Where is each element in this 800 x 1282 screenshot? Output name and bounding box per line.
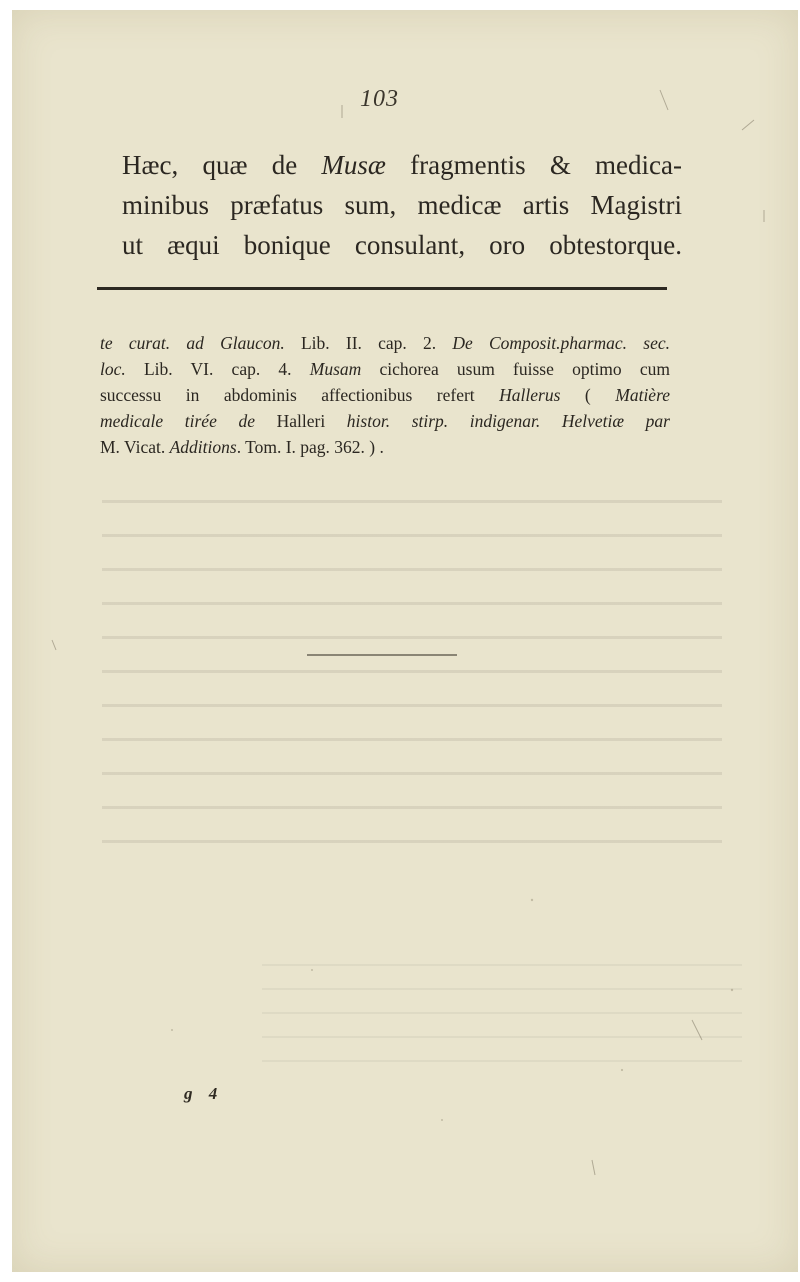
- footnote: [100, 330, 670, 460]
- footnote-run: Lib. II. cap. 2.: [284, 333, 453, 353]
- footnote-line-5: [100, 434, 670, 460]
- footnote-run: Halleri: [254, 411, 347, 431]
- footnote-line-4: [100, 408, 670, 434]
- footnote-run: (: [560, 385, 616, 405]
- footnote-line-2: [100, 356, 670, 382]
- main-line-1: Hæc, quæ de Musæ fragmentis & medica-: [122, 150, 682, 180]
- main-paragraph: [122, 145, 682, 265]
- footnote-run: M.: [100, 437, 120, 457]
- footnote-run: te curat. ad Glaucon.: [100, 333, 285, 353]
- bleed-through-text: [102, 480, 722, 860]
- signature-mark: g 4: [184, 1084, 224, 1103]
- footnote-run: Vicat.: [119, 437, 170, 457]
- footnote-run: De Composit.pharmac. sec.: [452, 333, 671, 353]
- bleed-through-footnotes: [262, 950, 742, 1080]
- footnote-run: Matière: [615, 385, 670, 405]
- footnote-run: cichorea usum fuisse optimo cum: [361, 359, 670, 379]
- page-number: 103: [360, 86, 399, 112]
- footnote-line-3: [100, 382, 670, 408]
- section-rule: [97, 287, 667, 290]
- bleed-through-rule: [307, 654, 457, 656]
- footnote-run: Lib. VI. cap. 4.: [125, 359, 310, 379]
- footnote-run: successu in abdominis affectionibus refert: [100, 385, 500, 405]
- footnote-run: histor. stirp. indigenar. Helvetiæ par: [346, 411, 670, 431]
- footnote-run: . Tom. I. pag. 362. ) .: [236, 437, 384, 457]
- main-line-3: ut æqui bonique consulant, oro obtestorque.: [122, 230, 682, 260]
- book-page: [12, 10, 798, 1272]
- footnote-run: Musam: [309, 359, 362, 379]
- footnote-run: Hallerus: [499, 385, 561, 405]
- footnote-run: medicale tirée de: [100, 411, 255, 431]
- footnote-run: Additions: [169, 437, 237, 457]
- footnote-line-1: [100, 330, 670, 356]
- main-line-2: minibus præfatus sum, medicæ artis Magistri: [122, 190, 682, 220]
- footnote-run: loc.: [100, 359, 126, 379]
